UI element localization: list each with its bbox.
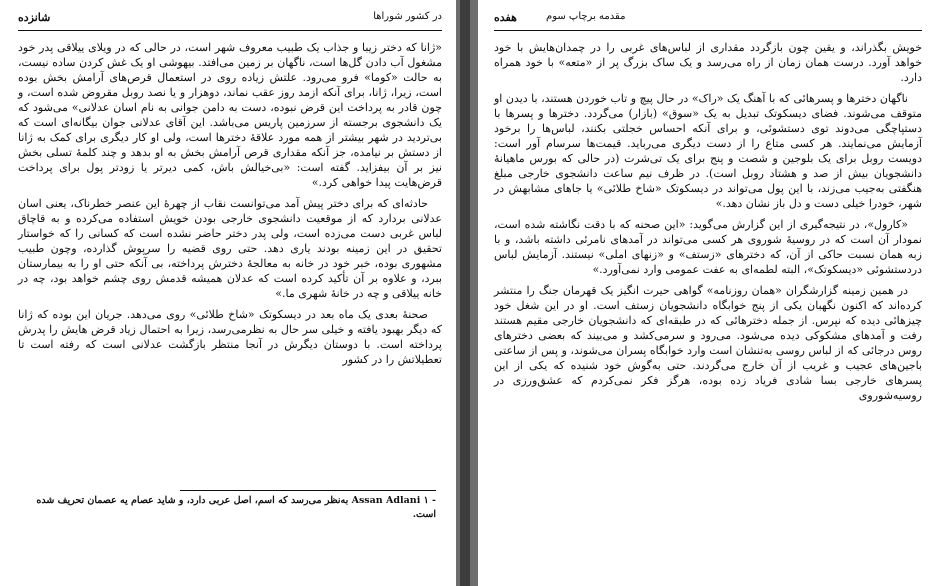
right-page — [478, 0, 940, 586]
left-paragraph-1: «ژانا که دختر زیبا و جذاب یک طبیب معروف شهر است، در حالی که در ویلای ییلاقی پدر خود مشغول آب دادن گل‌ها است، ناگهان بر زمین می‌افتد. بیهوشی او یک غش کردن ساده نیست، به حالت «کوما» فرو می‌رود. علتش زیاده روی در استعمال قرص‌های آرامش بخش بوده است، زیرا، ژانا، برای آنکه ازمد روز عقب نماند، دوهزار و یا نصد روبل مقروض شده است، و چون قادر به پرداخت این قرض نبوده، دست به دامن جوانی به نام اسان عدلانی» می‌شود که یک دانشجوی برجسته از سرزمین پاریس می‌باشد. این آقای عدلانی جوان بیگانه‌ای است که بی‌تردید در شهر بیشتر از همه مورد علاقهٔ دخترها است، ولی او کار دیگری برای کمک به ژانا از دستش بر نیامده، جز آنکه مقداری قرص آرامش بخش به او بدهد و چند کلمهٔ تسلی بخش نیز بر آن بیفزاید. گفته است: «بی‌خیالش باش، کمی دیرتر یا زودتر پول برای پرداخت قرض‌هایت پیدا خواهی کرد.» — [18, 41, 442, 189]
left-text-column — [18, 40, 442, 373]
left-running-title: در کشور شوراها — [373, 11, 442, 22]
right-paragraph-4: در همین زمینه گزارشگران «همان روزنامه» گواهی حیرت انگیز یک قهرمان جنگ را منتشر کرده‌اند که اکنون نگهبان یکی از پنج خوابگاه دانشجویان زستف است. او در این شغل خود چیزهائی دیده که نپرس. از جمله دخترهائی که در طبقه‌ای که دانشجویان خارجی مقیم هستند رفت و آمدهای مشکوکی دیده می‌شود. می‌رود و سرمی‌کشد و می‌بیند که بعضی دخترهای روس درجائی که از لباس روسی به‌تنشان است وارد خوابگاه پسران می‌شوند، و پس از ساعتی باجین‌های عجیب و غریب از آن خارج می‌گردند. حتی به‌گوش خود شنیده که یکی از این پسرهای خارجی بسا شادی فریاد زده بوده، هرگز فکر نمی‌کردم که عشق‌ورزی در روسیه‌شوروی — [494, 284, 922, 402]
right-page-number: هفده — [494, 11, 517, 24]
right-paragraph-3: «کارول»، در نتیجه‌گیری از این گزارش می‌گوید: «این صحنه که با دقت نگاشته شده است، نمودار آن است که در روسیهٔ شوروی هر کسی می‌تواند در آمدهای نامرئی داشته باشد، و با زبه همان نسبت حاکی از آن، که دخترهای «زستف» و «زنهای املی» نیستند. آزمایش لباس دردستشوئی «دیسکوتک»، البته لطمه‌ای به عفت عمومی وارد نمی‌آورد.» — [494, 218, 922, 276]
right-paragraph-2: ناگهان دخترها و پسرهائی که با آهنگ یک «راک» در حال پیچ و تاب خوردن هستند، با دیدن او متوقف می‌شوند. فضای دیسکوتک تبدیل به یک «سوق» (بازار) می‌گردد. دخترها و پسرها با دستپاچگی می‌دوند توی دستشوئی، و برای آنکه احساس خجلتی بکنند، لباس‌ها را برخود آزمایش می‌نمایند. هر کسی متاع را از دست دیگری می‌رباید. قیمت‌ها سرسام آور است: دویست روبل برای یک بلوجین و شصت و پنج برای یک تی‌شرت (در حالی که بورس ماهیانهٔ دانشجویان بیش از صد و هشتاد روبل است). در ظرف نیم ساعت دانشجوی خارجی مبلغ هنگفتی به‌جیب می‌زند، با این پول می‌تواند در دیسکوتک «شاخ طلائی» یا جاهای مشابهش در شهر، خودرا خیلی دست و دل باز نشان دهد.» — [494, 92, 923, 210]
book-spine — [456, 0, 478, 586]
footnote-rule — [180, 490, 436, 491]
left-paragraph-2: حادثه‌ای که برای دختر پیش آمد می‌توانست نقاب از چهرهٔ این عنصر خطرناک، یعنی اسان عدلانی بردارد که از موقعیت دانشجوی خارجی بودن خویش استفاده می‌کرده و به قاچاق لباس غربی دست می‌زده است، ولی پدر دختر حاضر نشده است که کسانی را که خواستار تحقیق در این زمینه بودند یاری دهد. حتی روی قضیه را سرپوش گذارده، وچون طبیب مشهوری بوده، خبر خود در خانه به معالجهٔ دخترش پرداخته، بی آنکه حتی او را به بیمارستان ببرد، و علاوه بر آن تأکید کرده است که عدلان همیشه قدمش روی چشم خواهد بود، چه در خانه ییلاقی و چه در خانهٔ شهری ما.» — [18, 197, 442, 300]
footnote-latin: Assan Adlani — [351, 495, 421, 506]
right-paragraph-1: خویش بگذراند، و یقین چون بازگردد مقداری از لباس‌های غربی را در چمدان‌هایش با خود خواهد آورد. درست همان زمان از راه می‌رسد و یک ساک بزرگ پر از «متعه» با خود همراه دارد. — [494, 41, 922, 84]
right-running-head — [494, 10, 922, 31]
right-running-title: مقدمه برچاپ سوم — [546, 11, 626, 22]
left-running-head — [18, 10, 442, 31]
footnote: - ۱ Assan Adlani به‌نظر می‌رسد که اسم، اصل عربی دارد، و شاید عصام یه عصمان تحریف شده است. — [36, 495, 436, 520]
right-text-column — [494, 40, 922, 409]
left-page-number: شانزده — [18, 11, 51, 24]
left-page — [0, 0, 456, 586]
left-paragraph-3: صحنهٔ بعدی یک ماه بعد در دیسکوتک «شاخ طلائی» روی می‌دهد. جریان این بوده که ژانا که دیگر بهبود یافته و خیلی سر حال به نظرمی‌رسد، زیرا به احتمال زیاد قرض هایش را پدرش پرداخته است. با دوستان دیگرش در آنجا منتظر بازگشت عدلانی است که رفته است تا تعطیلاتش را در کشور — [18, 308, 442, 366]
footnote-text: به‌نظر می‌رسد که اسم، اصل عربی دارد، و شاید عصام یه عصمان تحریف شده است. — [36, 495, 436, 520]
